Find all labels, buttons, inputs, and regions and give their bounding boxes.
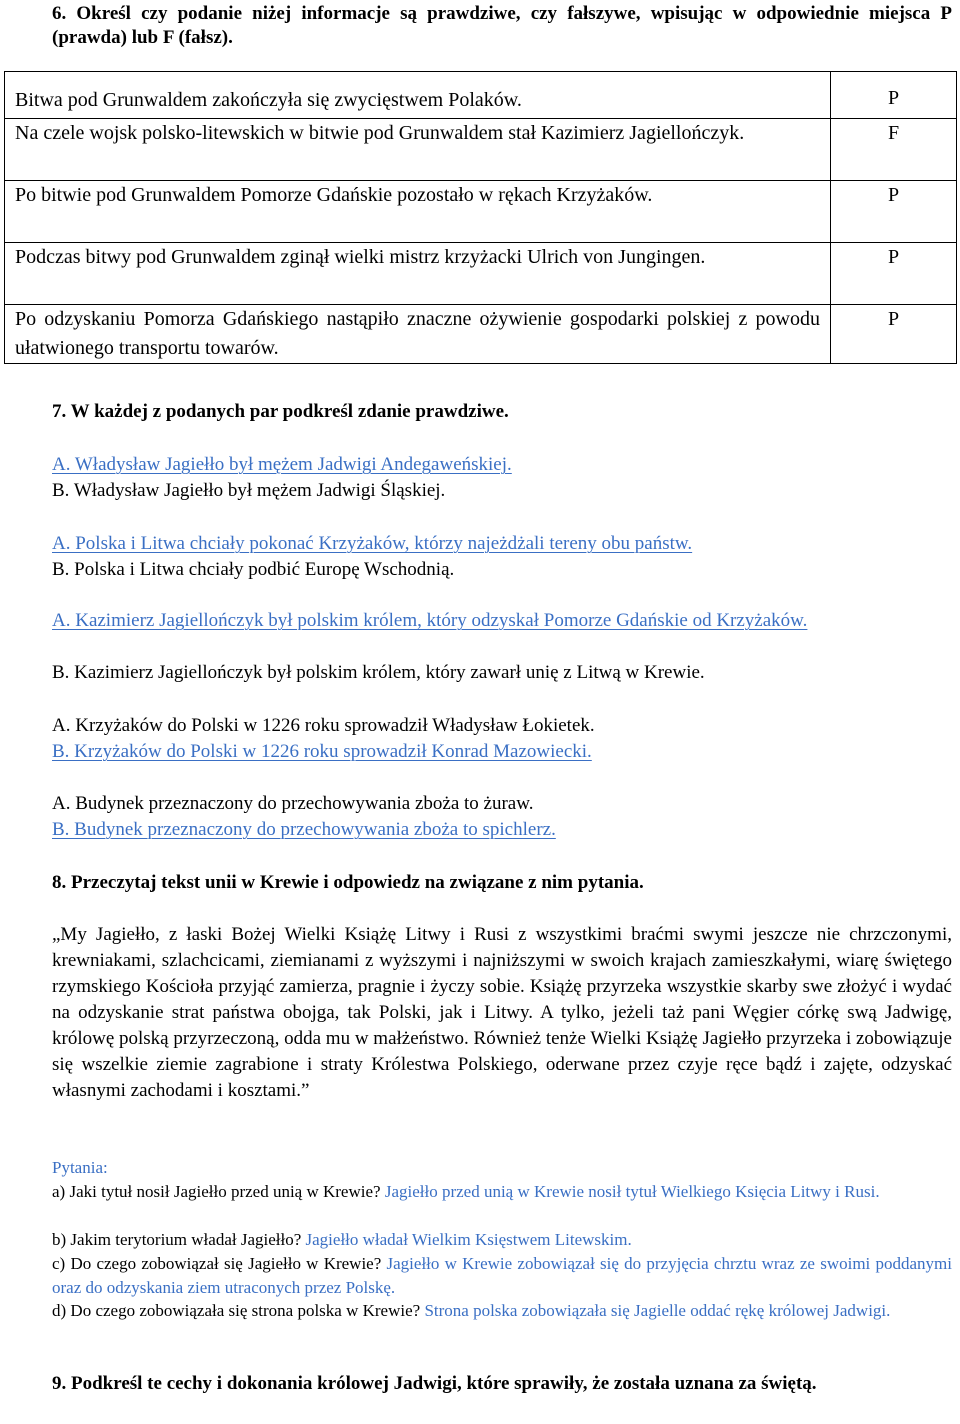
statement-cell	[5, 305, 831, 364]
pair-1-option-b[interactable]: B. Władysław Jagiełło był mężem Jadwigi Śląskiej.	[52, 480, 446, 501]
qa-item	[52, 1299, 952, 1323]
answer-5: P	[887, 308, 900, 330]
table-row	[5, 181, 957, 243]
qa-item	[52, 1180, 952, 1204]
table-row	[5, 243, 957, 305]
question-9-heading: 9. Podkreśl te cechy i dokonania królowej Jadwigi, które sprawiły, że została uznana za świętą.	[52, 1373, 817, 1394]
pair-5-option-b[interactable]: B. Budynek przeznaczony do przechowywania zboża to spichlerz.	[52, 819, 556, 840]
question-6-heading: 6. Określ czy podanie niżej informacje są prawdziwe, czy fałszywe, wpisując w odpowiednie miejsca P (prawda) lub F (fałsz).	[52, 3, 952, 48]
statement-cell	[5, 72, 831, 119]
answer-2: F	[887, 122, 900, 144]
statement-2: Na czele wojsk polsko-litewskich w bitwie pod Grunwaldem stał Kazimierz Jagiellończyk.	[15, 122, 745, 144]
answer-c: Jagiełło w Krewie zobowiązał się do przyjęcia chrztu wraz ze swoimi poddanymi oraz do odzyskania ziem utraconych przez Polskę.	[52, 1254, 952, 1297]
statement-3: Po bitwie pod Grunwaldem Pomorze Gdańskie pozostało w rękach Krzyżaków.	[15, 184, 653, 206]
answer-a: Jagiełło przed unią w Krewie nosił tytuł Wielkiego Księcia Litwy i Rusi.	[384, 1182, 880, 1201]
table-row	[5, 305, 957, 364]
answer-1: P	[887, 87, 900, 109]
answer-4: P	[887, 246, 900, 268]
answer-cell[interactable]	[831, 72, 957, 119]
statement-1: Bitwa pod Grunwaldem zakończyła się zwycięstwem Polaków.	[15, 89, 522, 111]
statement-cell	[5, 119, 831, 181]
question-a: a) Jaki tytuł nosił Jagiełło przed unią w Krewie?	[52, 1182, 381, 1201]
pair-4-option-a[interactable]: A. Krzyżaków do Polski w 1226 roku sprowadził Władysław Łokietek.	[52, 715, 595, 736]
question-c: c) Do czego zobowiązał się Jagiełło w Krewie?	[52, 1254, 382, 1273]
pair-2-option-a[interactable]: A. Polska i Litwa chciały pokonać Krzyżaków, którzy najeżdżali tereny obu państw.	[52, 533, 693, 554]
question-d: d) Do czego zobowiązała się strona polska w Krewie?	[52, 1301, 421, 1320]
answer-cell[interactable]	[831, 181, 957, 243]
question-7-heading: 7. W każdej z podanych par podkreśl zdanie prawdziwe.	[52, 401, 509, 422]
answer-cell[interactable]	[831, 243, 957, 305]
pair-2-option-b[interactable]: B. Polska i Litwa chciały podbić Europę Wschodnią.	[52, 559, 455, 580]
question-b: b) Jakim terytorium władał Jagiełło?	[52, 1230, 302, 1249]
answer-d: Strona polska zobowiązała się Jagielle oddać rękę królowej Jadwigi.	[424, 1301, 891, 1320]
statement-4: Podczas bitwy pod Grunwaldem zginął wielki mistrz krzyżacki Ulrich von Jungingen.	[15, 246, 706, 268]
table-row	[5, 72, 957, 119]
true-false-table	[4, 71, 957, 364]
answer-b: Jagiełło władał Wielkim Księstwem Litewskim.	[305, 1230, 632, 1249]
answer-cell[interactable]	[831, 119, 957, 181]
qa-item	[52, 1228, 952, 1252]
table-row	[5, 119, 957, 181]
pair-5-option-a[interactable]: A. Budynek przeznaczony do przechowywania zboża to żuraw.	[52, 793, 534, 814]
pair-4-option-b[interactable]: B. Krzyżaków do Polski w 1226 roku sprowadził Konrad Mazowiecki.	[52, 741, 592, 762]
qa-item	[52, 1252, 952, 1300]
statement-cell	[5, 243, 831, 305]
answer-3: P	[887, 184, 900, 206]
pair-1-option-a[interactable]: A. Władysław Jagiełło był mężem Jadwigi Andegaweńskiej.	[52, 454, 512, 475]
answer-cell[interactable]	[831, 305, 957, 364]
questions-label: Pytania:	[52, 1158, 108, 1177]
krewo-union-quote: „My Jagiełło, z łaski Bożej Wielki Książę Litwy i Rusi z wszystkimi braćmi swymi jeszcze nie chrzczonymi, krewniakami, szlachcicami, ziemianami z wyższymi i najniższymi w swoich krajach zamieszkałymi, wiarę świętego rzymskiego Kościoła przyjąć zamierza, pragnie i życzy sobie. Książę przyrzeka wszystkie skarby swe złożyć i wydać na odzyskanie strat państwa obojga, tak Polski, jak i Litwy. A tylko, jeżeli taż pani Węgier córkę swą Jadwigę, królowę polską przyrzeczoną, odda mu w małżeństwo. Również tenże Wielki Książę Jagiełło przyrzeka i zobowiązuje się wszelkie ziemie zagrabione i straty Królestwa Polskiego, oderwane przez czyje ręce bądź i zajęte, odzyskać własnymi zachodami i kosztami.”	[52, 924, 952, 1101]
statement-5: Po odzyskaniu Pomorza Gdańskiego nastąpiło znaczne ożywienie gospodarki polskiej z powodu ułatwionego transportu towarów.	[15, 308, 820, 359]
question-8-heading: 8. Przeczytaj tekst unii w Krewie i odpowiedz na związane z nim pytania.	[52, 872, 644, 893]
statement-cell	[5, 181, 831, 243]
pair-3-option-b[interactable]: B. Kazimierz Jagiellończyk był polskim królem, który zawarł unię z Litwą w Krewie.	[52, 662, 705, 683]
pair-3-option-a[interactable]: A. Kazimierz Jagiellończyk był polskim królem, który odzyskał Pomorze Gdańskie od Krzyżaków.	[52, 610, 808, 631]
